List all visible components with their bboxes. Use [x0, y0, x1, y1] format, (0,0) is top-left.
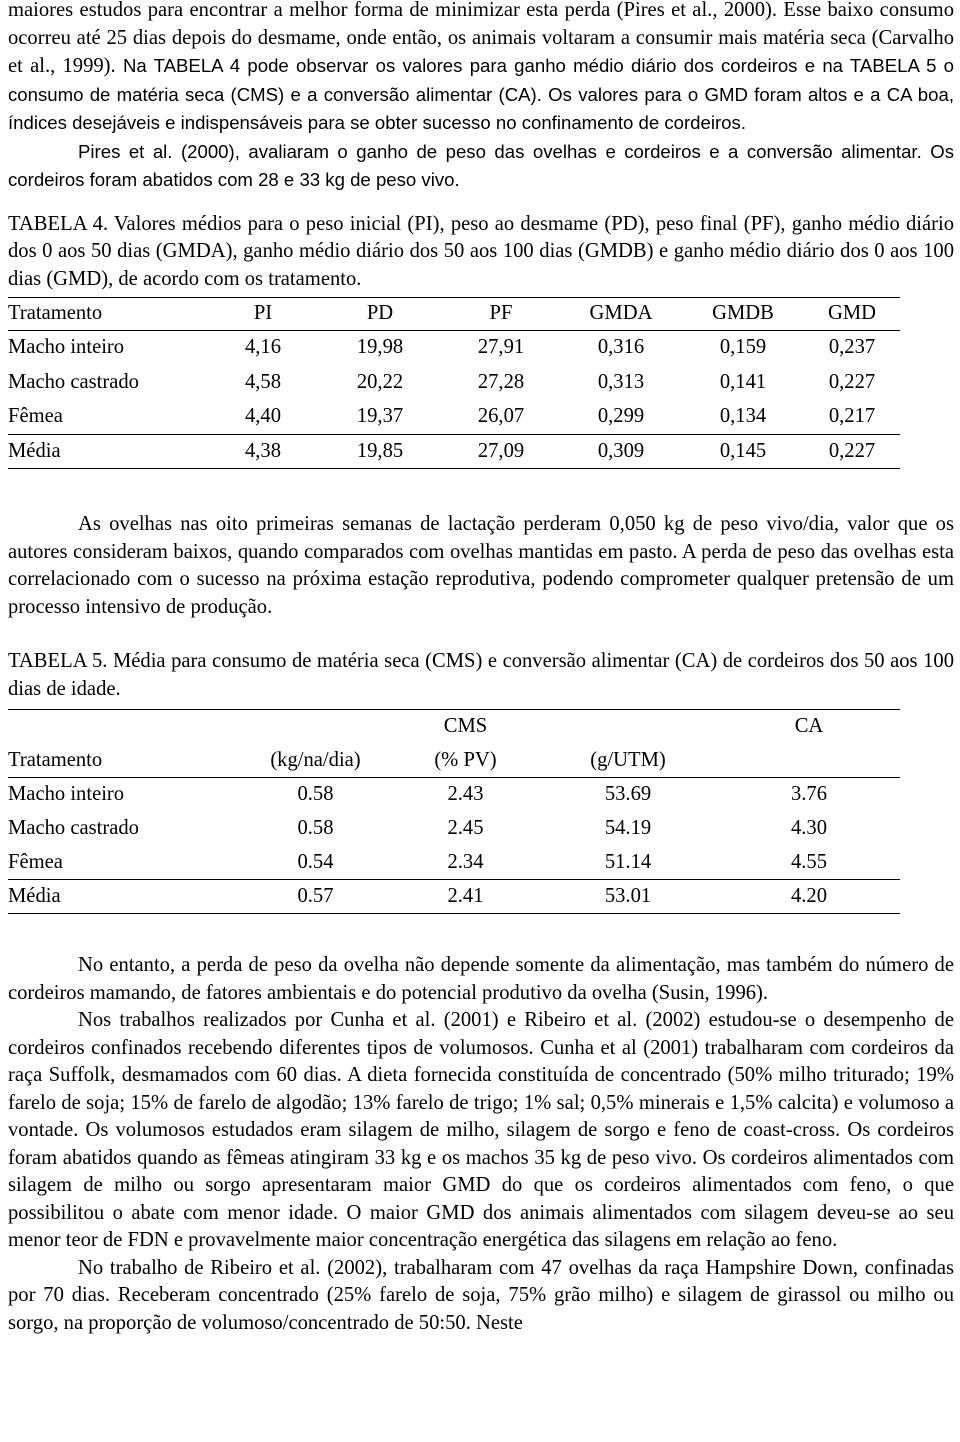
ovelhas-paragraph: As ovelhas nas oito primeiras semanas de lactação perderam 0,050 kg de peso vivo/dia, valor que os autores consideram baixos, quando comparados com ovelhas mantidas em pasto. A perda de peso das ovelhas esta correlacionado com o sucesso na próxima estação reprodutiva, podendo comprometer qualquer pretensão de um processo intensivo de produção. — [8, 513, 954, 618]
closing-paragraph-1: No entanto, a perda de peso da ovelha não depende somente da alimentação, mas também do número de cordeiros mamando, de fatores ambientais e do potencial produtivo da ovelha (Susin, 1996). — [8, 954, 954, 1004]
pires-paragraph — [8, 138, 954, 195]
pires-text: Pires et al. (2000), avaliaram o ganho de peso das ovelhas e cordeiros e a conversão alimentar. Os cordeiros foram abatidos com 28 e 33 kg de peso vivo. — [8, 140, 954, 190]
table4-cell: 0,237 — [828, 336, 876, 359]
table5-cell: 53.69 — [604, 783, 652, 805]
table4-cell: 27,91 — [477, 336, 525, 359]
table5-cell: 51.14 — [604, 850, 652, 873]
table4-cell: 4,38 — [208, 434, 318, 469]
table4-header-cell: Tratamento — [8, 298, 208, 331]
table4-cell: 0,313 — [597, 370, 645, 393]
table5-cell: 0.58 — [297, 816, 334, 839]
table5-cell: Macho castrado — [8, 816, 139, 839]
document-page — [8, 0, 954, 1337]
table4-cell: Macho inteiro — [8, 336, 125, 359]
table5-group-ca: CA — [718, 710, 900, 744]
table4-cell: 0,227 — [828, 370, 876, 393]
table-row — [8, 365, 900, 400]
table4-header-cell: PF — [442, 298, 560, 331]
table4-cell: 27,28 — [477, 370, 525, 393]
table4-cell: 4,40 — [244, 404, 282, 427]
table5-cell: 0.58 — [297, 783, 334, 805]
table4-header-cell: GMDB — [682, 298, 804, 331]
table5-cell: 4.55 — [790, 850, 828, 873]
table-row — [8, 812, 900, 846]
table5-header-row — [8, 744, 900, 778]
table5-cell: 2.45 — [447, 816, 484, 839]
table-row-media — [8, 434, 900, 469]
table4-cell: Fêmea — [8, 404, 63, 427]
table5-cell: Macho inteiro — [8, 783, 125, 805]
table4-header-cell: GMD — [804, 298, 900, 331]
table5-cell: 53.01 — [538, 880, 718, 914]
table4-cell: 0,159 — [719, 336, 767, 359]
table4-cell: 0,141 — [719, 370, 767, 393]
table4-cell: 4,58 — [244, 370, 282, 393]
intro-text-sans: Na TABELA 4 pode observar os valores para ganho médio diário dos cordeiros e na TABELA 5 o consumo de matéria seca (CMS) e a conversão alimentar (CA). Os valores para o GMD foram altos e a CA boa, índices desejáveis e indispensáveis para se obter sucesso no confinamento de cordeiros. — [8, 55, 955, 133]
table5-cell: Fêmea — [8, 850, 63, 873]
closing-paragraph-3: No trabalho de Ribeiro et al. (2002), trabalharam com 47 ovelhas da raça Hampshire Down, confinadas por 70 dias. Receberam concentrado (25% farelo de soja, 75% grão milho) e silagem de girassol ou milho ou sorgo, na proporção de volumoso/concentrado de 50:50. Neste — [8, 1256, 954, 1334]
table5-cell: 3.76 — [790, 783, 828, 805]
table4-cell: 0,309 — [560, 434, 682, 469]
table5-cell: Média — [8, 880, 238, 914]
table5-cell: 2.41 — [393, 880, 538, 914]
table5-cell: 4.20 — [718, 880, 900, 914]
table4-cell: 0,145 — [682, 434, 804, 469]
table5-cell: 4.30 — [790, 816, 828, 839]
table5-cell: 2.34 — [447, 850, 484, 873]
table4-cell: 0,227 — [804, 434, 900, 469]
table4-cell: 20,22 — [356, 370, 404, 393]
table4-cell: 26,07 — [477, 404, 525, 427]
table4-cell: 0,299 — [597, 404, 645, 427]
table4-cell: 0,316 — [597, 336, 645, 359]
table-row — [8, 400, 900, 435]
table4-cell: Média — [8, 434, 208, 469]
table4-cell: 0,217 — [828, 404, 876, 427]
table5-header-cell: (% PV) — [393, 744, 538, 778]
table5-group-header-row — [8, 710, 900, 744]
table-row — [8, 331, 900, 366]
table5-header-cell: (kg/na/dia) — [238, 744, 393, 778]
table5-header-cell — [718, 744, 900, 778]
table4-cell: Macho castrado — [8, 370, 139, 393]
table4-header-cell: GMDA — [560, 298, 682, 331]
table5-caption: TABELA 5. Média para consumo de matéria seca (CMS) e conversão alimentar (CA) de cordeiros dos 50 aos 100 dias de idade. — [8, 650, 954, 700]
table5-cell: 0.57 — [238, 880, 393, 914]
table4-header-cell: PI — [208, 298, 318, 331]
table4-cell: 27,09 — [442, 434, 560, 469]
table-row — [8, 846, 900, 880]
table4-cell: 0,134 — [719, 404, 767, 427]
table4-cell: 4,16 — [244, 336, 282, 359]
table4-caption: TABELA 4. Valores médios para o peso inicial (PI), peso ao desmame (PD), peso final (PF), ganho médio diário dos 0 aos 50 dias (GMDA), ganho médio diário dos 50 aos 100 dias (GMDB) e ganho médio diário dos 0 aos 100 dias (GMD), de acordo com os tratamento. — [8, 212, 954, 290]
table5-cell: 0.54 — [297, 850, 334, 873]
table4-cell: 19,85 — [318, 434, 442, 469]
table-row-media — [8, 880, 900, 914]
table4-cell: 19,98 — [356, 336, 404, 359]
table5-cell: 2.43 — [447, 783, 484, 805]
table4-header-cell: PD — [318, 298, 442, 331]
table5 — [8, 709, 900, 914]
table4 — [8, 297, 900, 469]
closing-paragraph-2: Nos trabalhos realizados por Cunha et al. (2001) e Ribeiro et al. (2002) estudou-se o desempenho de cordeiros confinados recebendo diferentes tipos de volumosos. Cunha et al (2001) trabalharam com cordeiros da raça Suffolk, desmamados com 60 dias. A dieta fornecida constituída de concentrado (50% milho triturado; 19% farelo de soja; 15% de farelo de algodão; 13% farelo de trigo; 1% sal; 0,5% minerais e 1,5% calcita) e volumoso a vontade. Os volumosos estudados eram silagem de milho, silagem de sorgo e feno de coast-cross. Os cordeiros foram abatidos quando as fêmeas atingiram 33 kg e os machos 35 kg de peso vivo. Os cordeiros alimentados com silagem de milho ou sorgo apresentaram maior GMD do que os cordeiros alimentados com feno, o que possibilitou o abate com menor idade. O maior GMD dos animais alimentados com silagem deveu-se ao seu menor teor de FDN e provavelmente maior concentração energética das silagens em relação ao feno. — [8, 1009, 954, 1251]
table5-cell: 54.19 — [604, 816, 652, 839]
intro-paragraph — [8, 0, 954, 138]
table5-header-cell: (g/UTM) — [538, 744, 718, 778]
table4-header-row — [8, 298, 900, 331]
intro-text-serif: maiores estudos para encontrar a melhor forma de minimizar esta perda (Pires et al., 2000). Esse baixo consumo ocorreu até 25 dias depois do desmame, onde então, os animais voltaram a consumir mais matéria seca (Carvalho et al., 1999). — [8, 0, 954, 77]
table4-cell: 19,37 — [356, 404, 404, 427]
table5-group-cms: CMS — [393, 710, 538, 744]
table5-header-cell: Tratamento — [8, 744, 238, 778]
table-row — [8, 778, 900, 812]
